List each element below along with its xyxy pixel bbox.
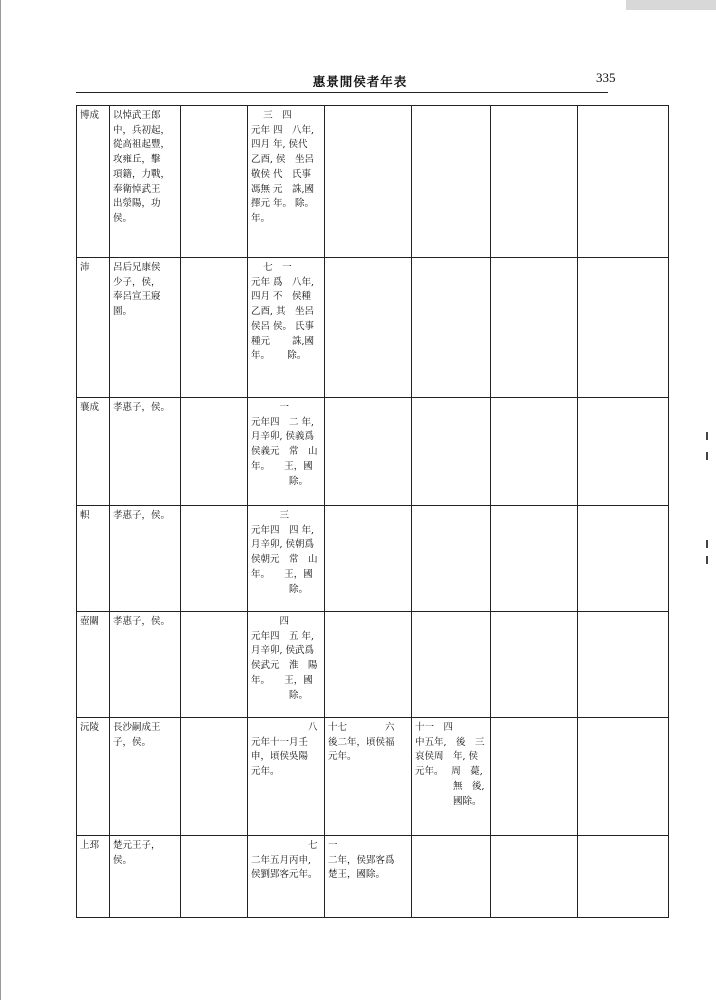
reign-cell <box>491 106 578 258</box>
reign-cell <box>578 718 669 836</box>
cell-text: 十一 四 中五年, 後 三 哀侯周 年, 侯 元年。 周 薨, 無 後, 國除。 <box>415 722 485 807</box>
cell-text: 襄成 <box>80 402 100 413</box>
reign-cell <box>248 106 325 258</box>
reign-cell <box>491 612 578 718</box>
cell-text: 壺關 <box>80 616 100 627</box>
cell-text: 軹 <box>80 510 90 521</box>
reign-cell <box>578 836 669 918</box>
reign-cell <box>412 258 491 398</box>
reign-cell <box>181 612 248 718</box>
reign-cell <box>181 258 248 398</box>
reign-cell <box>325 612 412 718</box>
table-row <box>77 718 669 836</box>
table-row <box>77 258 669 398</box>
cell-text: 沛 <box>80 262 90 273</box>
header-rule <box>76 92 608 93</box>
reign-cell <box>491 398 578 506</box>
reign-cell <box>248 398 325 506</box>
merit-description-cell <box>110 506 181 612</box>
cell-text: 孝惠子，侯。 <box>113 510 171 521</box>
cell-text: 以悼武王郎 中，兵初起， 從高祖起豐， 攻雍丘，擊 項籍，力戰， 奉衛悼武王 出滎陽，功 侯。 <box>113 110 171 225</box>
edge-mark <box>706 432 708 440</box>
cell-text: 孝惠子，侯。 <box>113 402 171 413</box>
cell-text: 三 元年四 四 年, 月辛卯, 侯朝爲 侯朝元 常 山 年。 王，國 除。 <box>251 510 318 595</box>
cell-text: 七 一 元年 爲 八年, 四月 不 侯種 乙酉, 其 坐呂 侯呂 侯。 氏事 種元 誅,國 年。 除。 <box>251 262 315 362</box>
running-head: 惠景閒侯者年表 <box>312 74 408 89</box>
reign-cell <box>248 718 325 836</box>
cell-text: 一 二年，侯郢客爲 楚王，國除。 <box>328 840 395 881</box>
scan-margin <box>626 0 716 10</box>
cell-text: 呂后兄康侯 少子，侯， 奉呂宣王寢 園。 <box>113 262 161 318</box>
merit-description-cell <box>110 106 181 258</box>
page-edge <box>0 0 1 1000</box>
reign-cell <box>578 106 669 258</box>
fief-name-cell <box>77 836 110 918</box>
reign-cell <box>325 506 412 612</box>
reign-cell <box>491 258 578 398</box>
edge-mark <box>706 452 708 460</box>
table-row <box>77 398 669 506</box>
reign-cell <box>248 836 325 918</box>
reign-cell <box>325 258 412 398</box>
merit-description-cell <box>110 718 181 836</box>
merit-description-cell <box>110 612 181 718</box>
reign-cell <box>578 398 669 506</box>
cell-text: 一 元年四 二 年, 月辛卯, 侯義爲 侯義元 常 山 年。 王，國 除。 <box>251 402 318 487</box>
table-row <box>77 106 669 258</box>
reign-cell <box>181 718 248 836</box>
reign-cell <box>412 718 491 836</box>
table-body <box>77 106 669 918</box>
cell-text: 四 元年四 五 年, 月辛卯, 侯武爲 侯武元 淮 陽 年。 王，國 除。 <box>251 616 318 701</box>
merit-description-cell <box>110 398 181 506</box>
merit-description-cell <box>110 258 181 398</box>
reign-cell <box>412 106 491 258</box>
cell-text: 楚元王子， 侯。 <box>113 840 161 866</box>
merit-description-cell <box>110 836 181 918</box>
cell-text: 十七 六 後二年，頃侯福 元年。 <box>328 722 395 763</box>
table-row <box>77 506 669 612</box>
reign-cell <box>181 398 248 506</box>
reign-cell <box>412 836 491 918</box>
reign-cell <box>491 836 578 918</box>
cell-text: 長沙嗣成王 子，侯。 <box>113 722 161 748</box>
reign-cell <box>578 612 669 718</box>
fief-name-cell <box>77 398 110 506</box>
chronology-table <box>76 105 669 918</box>
reign-cell <box>412 506 491 612</box>
reign-cell <box>412 612 491 718</box>
fief-name-cell <box>77 612 110 718</box>
reign-cell <box>325 718 412 836</box>
cell-text: 上邳 <box>80 840 100 851</box>
cell-text: 七 二年五月丙申, 侯劉郢客元年。 <box>251 840 318 881</box>
table-row <box>77 836 669 918</box>
cell-text: 八 元年十一月壬 申，頃侯吳陽 元年。 <box>251 722 318 778</box>
cell-text: 孝惠子，侯。 <box>113 616 171 627</box>
reign-cell <box>181 506 248 612</box>
cell-text: 三 四 元年 四 八年, 四月 年, 侯代 乙酉, 侯 坐呂 敬侯 代 氏事 馮無 元 誅,國 擇元 年。 除。 年。 <box>251 110 315 225</box>
reign-cell <box>491 506 578 612</box>
edge-mark <box>706 540 708 548</box>
reign-cell <box>248 612 325 718</box>
reign-cell <box>325 106 412 258</box>
edge-mark <box>706 556 708 564</box>
cell-text: 沅陵 <box>80 722 100 733</box>
fief-name-cell <box>77 106 110 258</box>
reign-cell <box>181 106 248 258</box>
cell-text: 博成 <box>80 110 100 121</box>
reign-cell <box>325 398 412 506</box>
page-number: 335 <box>596 70 616 85</box>
reign-cell <box>578 258 669 398</box>
reign-cell <box>248 258 325 398</box>
fief-name-cell <box>77 506 110 612</box>
table-row <box>77 612 669 718</box>
reign-cell <box>578 506 669 612</box>
fief-name-cell <box>77 718 110 836</box>
reign-cell <box>181 836 248 918</box>
reign-cell <box>491 718 578 836</box>
reign-cell <box>248 506 325 612</box>
fief-name-cell <box>77 258 110 398</box>
reign-cell <box>412 398 491 506</box>
reign-cell <box>325 836 412 918</box>
